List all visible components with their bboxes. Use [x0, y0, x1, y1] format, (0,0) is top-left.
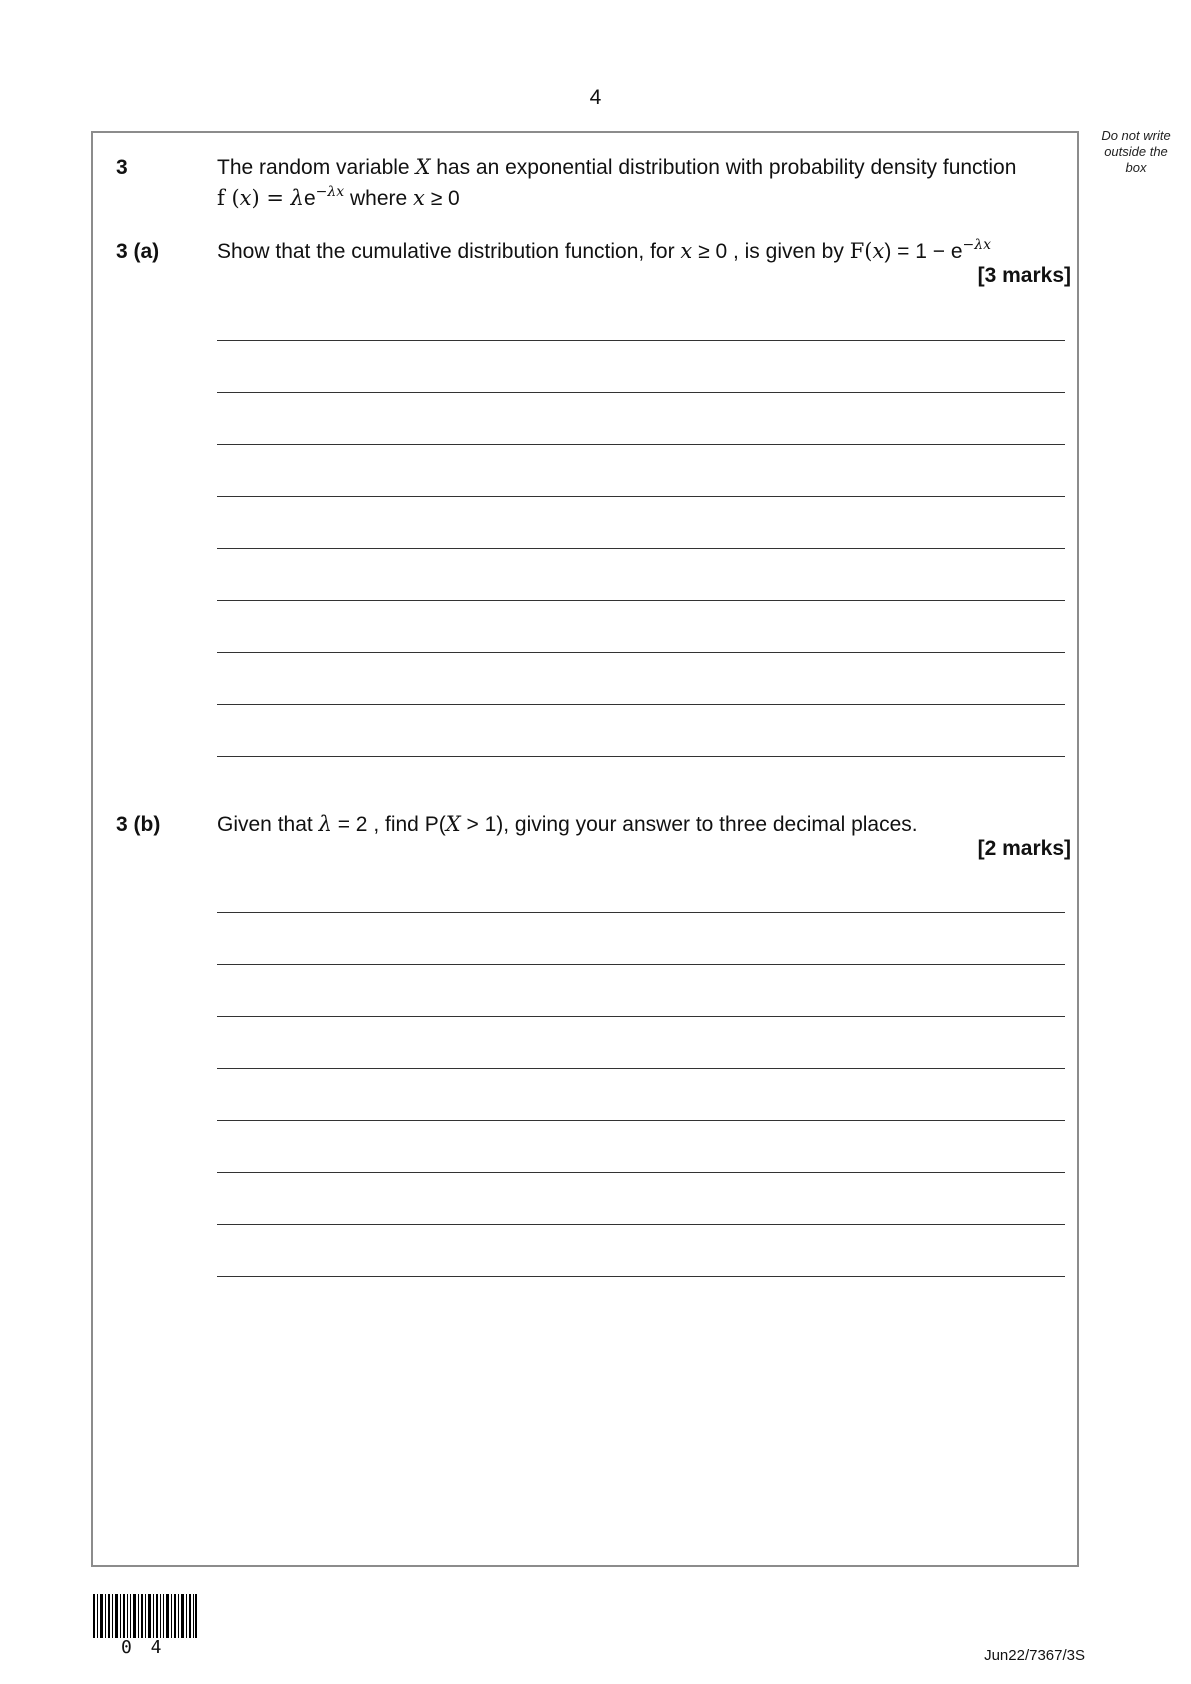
answer-line[interactable]: [217, 548, 1065, 549]
question-3b-number: 3 (b): [116, 813, 161, 836]
answer-line[interactable]: [217, 1068, 1065, 1069]
q3b-text-c: > 1), giving your answer to three decimal places.: [460, 813, 918, 836]
question-3a-marks: [3 marks]: [977, 264, 1071, 287]
question-3-line-1: [217, 152, 1067, 183]
q3-lambda: λ: [290, 186, 304, 210]
answer-line[interactable]: [217, 1172, 1065, 1173]
q3a-text-b: ≥ 0 , is given by: [692, 240, 850, 263]
footer-code: Jun22/7367/3S: [984, 1647, 1085, 1664]
q3-where: where: [344, 187, 414, 210]
question-3-text: [217, 152, 1067, 214]
q3a-text-c: ) = 1 − e: [884, 240, 963, 263]
q3b-P: P(: [424, 813, 446, 836]
q3-e: e: [303, 187, 316, 210]
q3a-F: F: [849, 239, 865, 263]
barcode-number: 0 4: [121, 1637, 166, 1658]
question-3-line-2: [217, 183, 1067, 214]
q3-text-a: The random variable: [217, 156, 416, 179]
q3a-exponent: −λx: [962, 237, 992, 253]
q3a-paren-x: x: [872, 239, 885, 263]
q3-x: x: [239, 186, 252, 210]
barcode-icon: [93, 1594, 197, 1638]
question-3b-marks: [2 marks]: [977, 837, 1071, 860]
q3-f: f: [217, 186, 225, 210]
q3a-text-a: Show that the cumulative distribution function, for: [217, 240, 681, 263]
answer-line[interactable]: [217, 392, 1065, 393]
q3-var-x: X: [415, 155, 431, 179]
answer-line[interactable]: [217, 964, 1065, 965]
answer-line[interactable]: [217, 652, 1065, 653]
q3b-text-b: = 2 , find: [331, 813, 425, 836]
answer-line[interactable]: [217, 756, 1065, 757]
q3-cond: ≥ 0: [424, 187, 460, 210]
q3b-X: X: [445, 812, 461, 836]
q3-exponent: −λx: [315, 184, 345, 200]
q3b-lambda: λ: [318, 812, 332, 836]
answer-line[interactable]: [217, 704, 1065, 705]
q3-text-b: has an exponential distribution with probability density function: [430, 156, 1017, 179]
q3-paren-open: (: [224, 186, 240, 210]
q3b-text-a: Given that: [217, 813, 319, 836]
page-number: 4: [589, 86, 602, 109]
answer-line[interactable]: [217, 912, 1065, 913]
q3a-x: x: [680, 239, 693, 263]
answer-line[interactable]: [217, 1224, 1065, 1225]
q3a-paren: (: [864, 239, 873, 263]
answer-line[interactable]: [217, 1016, 1065, 1017]
q3-cond-x: x: [413, 186, 425, 210]
answer-line[interactable]: [217, 496, 1065, 497]
answer-line[interactable]: [217, 600, 1065, 601]
question-3-number: 3: [116, 156, 128, 179]
answer-line[interactable]: [217, 444, 1065, 445]
answer-line[interactable]: [217, 1120, 1065, 1121]
answer-line[interactable]: [217, 340, 1065, 341]
margin-note: Do not write outside the box: [1101, 128, 1171, 175]
answer-line[interactable]: [217, 1276, 1065, 1277]
q3-eq: ) =: [251, 186, 291, 210]
question-3b-text: [217, 809, 1067, 840]
question-3a-text: [217, 236, 1067, 267]
question-3a-number: 3 (a): [116, 240, 160, 263]
